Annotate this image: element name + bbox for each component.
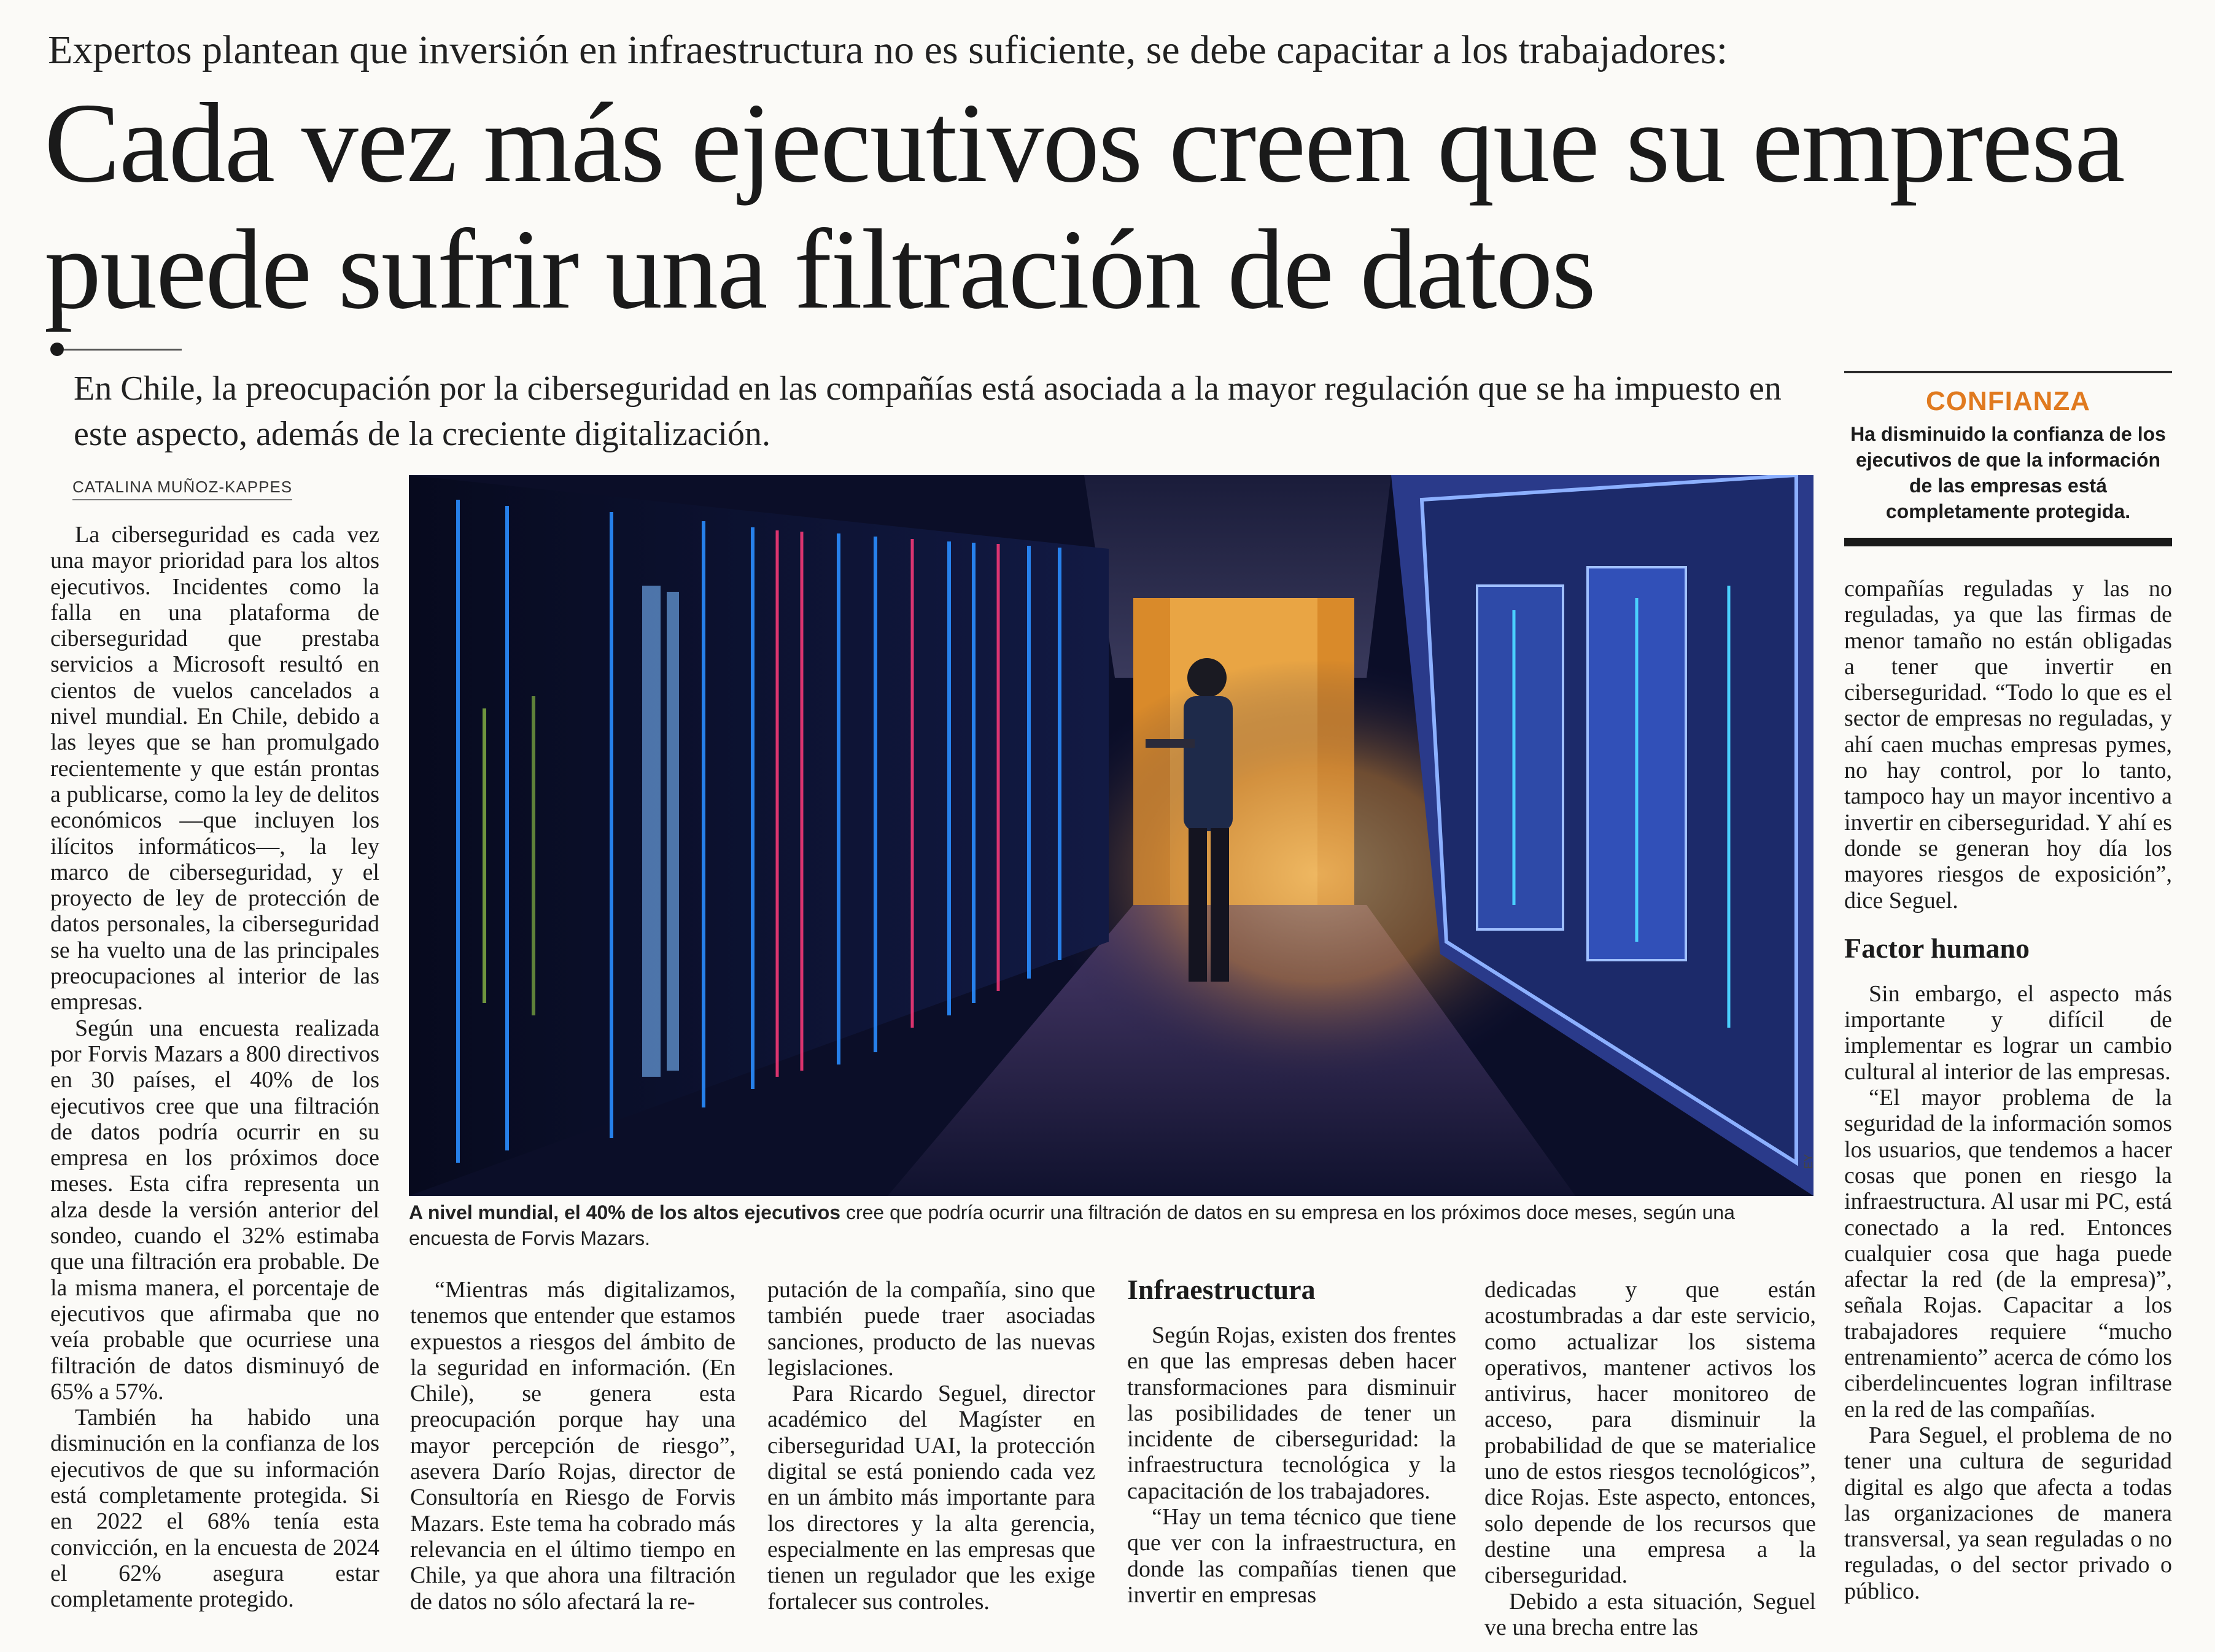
body-paragraph: La ciberseguridad es cada vez una mayor prioridad para los altos ejecutivos. Incidentes como la falla en una plataforma de ciberseguridad que prestaba servicios a Microsoft resultó en cientos de vuelos cancelados a nivel mundial. En Chile, debido a las leyes que se han promulgado recientemente y que están prontas a publicarse, como la ley de delitos económicos —que incluyen los ilícitos informáticos—, la ley marco de ciberseguridad, y el proyecto de ley de protección de datos personales, la ciberseguridad se ha vuelto una de las principales preocupaciones al interior de las empresas. xyxy=(50,522,379,1015)
body-paragraph: dedicadas y que están acostumbradas a dar este servicio, como actualizar los sistema operativos, mantener activos los antivirus, hacer monitoreo de acceso, para disminuir la probabilidad de que se materialice uno de estos riesgos tecnológicos”, dice Rojas. Este aspecto, entonces, solo depende de los recursos que destine una empresa a la ciberseguridad. xyxy=(1484,1277,1816,1589)
body-paragraph: putación de la compañía, sino que también puede traer asociadas sanciones, producto de las nuevas legislaciones. xyxy=(767,1277,1095,1381)
body-paragraph: Según Rojas, existen dos frentes en que las empresas deben hacer transformaciones para disminuir las posibilidades de tener un incidente de ciberseguridad: la infraestructura tecnológica y la capacitación de los trabajadores. xyxy=(1127,1322,1456,1504)
photo-caption-bold: A nivel mundial, el 40% de los altos ejecutivos xyxy=(409,1201,841,1223)
sidebar-label: CONFIANZA xyxy=(1925,386,2091,416)
deck-rule-line xyxy=(64,349,182,351)
body-paragraph: “El mayor problema de la seguridad de la información somos los usuarios, que tendemos a hacer cosas que ponen en riesgo la infraestructura. Al usar mi PC, está conectado a la red. Entonces cualquier cosa que haga puede afectar la red (de la empresa)”, señala Rojas. Capacitar a los trabajadores requiere “mucho entrenamiento” acerca de cómo los ciberdelincuentes logran infiltrase en la red de las compañías. xyxy=(1844,1085,2172,1422)
body-column-2 xyxy=(410,1277,735,1615)
deck-rule-dot xyxy=(50,343,64,356)
sidebar-text: Ha disminuido la confianza de los ejecutivos de que la información de las empresas está completamente protegida. xyxy=(1850,423,2166,522)
body-paragraph: “Hay un tema técnico que tiene que ver con la infraestructura, en donde las compañías tienen que invertir en empresas xyxy=(1127,1504,1456,1608)
headline: Cada vez más ejecutivos creen que su empresa puede sufrir una filtración de datos xyxy=(44,80,2124,333)
byline: CATALINA MUÑOZ-KAPPES xyxy=(72,478,292,500)
section-heading-factor-humano: Factor humano xyxy=(1844,932,2030,964)
section-heading-infraestructura: Infraestructura xyxy=(1127,1274,1316,1305)
photo-credit: EY xyxy=(1802,1154,1815,1169)
photo-caption xyxy=(409,1200,1815,1251)
body-paragraph: Para Ricardo Seguel, director académico del Magíster en ciberseguridad UAI, la protección digital se está poniendo cada vez en un ámbito más importante para los directores y la alta gerencia, especialmente en las empresas que tienen un regulador que les exige fortalecer sus controles. xyxy=(767,1381,1095,1615)
deck: En Chile, la preocupación por la ciberseguridad en las compañías está asociada a la mayor regulación que se ha impuesto en este aspecto, además de la creciente digitalización. xyxy=(74,370,1782,453)
body-paragraph: Según una encuesta realizada por Forvis Mazars a 800 directivos en 30 países, el 40% de los ejecutivos cree que una filtración de datos podría ocurrir en su empresa en los próximos doce meses. Esta cifra representa un alza desde la versión anterior del sondeo, cuando el 32% estimaba que una filtración era probable. De la misma manera, el porcentaje de ejecutivos que afirmaba que no veía probable que ocurriese una filtración de datos disminuyó de 65% a 57%. xyxy=(50,1015,379,1405)
photo-caption-text: cree que podría ocurrir una filtración de datos en su empresa en los próximos doce meses, según una encuesta de Forvis Mazars. xyxy=(409,1201,1735,1249)
body-column-1 xyxy=(50,522,379,1612)
body-paragraph: Sin embargo, el aspecto más importante y difícil de implementar es lograr un cambio cultural al interior de las empresas. xyxy=(1844,980,2172,1085)
kicker: Expertos plantean que inversión en infraestructura no es suficiente, se debe capacitar a los trabajadores: xyxy=(48,28,1728,72)
data-center-photo xyxy=(409,475,1814,1196)
body-paragraph: Debido a esta situación, Seguel ve una brecha entre las xyxy=(1484,1588,1816,1640)
body-paragraph: Para Seguel, el problema de no tener una cultura de seguridad digital es algo que afecta a todas las organizaciones de manera transversal, ya sean reguladas o no reguladas, o del sector privado o público. xyxy=(1844,1422,2172,1604)
sidebar-confianza xyxy=(1844,371,2172,546)
body-column-3 xyxy=(767,1277,1095,1615)
body-paragraph: “Mientras más digitalizamos, tenemos que entender que estamos expuestos a riesgos del ámbito de la seguridad en información. (En Chile), se genera esta preocupación porque hay una mayor percepción de riesgo”, asevera Darío Rojas, director de Consultoría en Riesgo de Forvis Mazars. Este tema ha cobrado más relevancia en el último tiempo en Chile, ya que ahora una filtración de datos no sólo afectará la re- xyxy=(410,1277,735,1615)
body-paragraph: También ha habido una disminución en la confianza de los ejecutivos de que su información está completamente protegida. Si en 2022 el 68% tenía esta convicción, en la encuesta de 2024 el 62% asegura estar completamente protegido. xyxy=(50,1405,379,1613)
body-column-5 xyxy=(1484,1277,1816,1640)
body-paragraph: compañías reguladas y las no reguladas, ya que las firmas de menor tamaño no están obligadas a tener que invertir en ciberseguridad. “Todo lo que es el sector de empresas no reguladas, y ahí caen muchas empresas pymes, no hay control, por lo tanto, tampoco hay un mayor incentivo a invertir en ciberseguridad. Y ahí es donde se generan hoy día los mayores riesgos de exposición”, dice Seguel. xyxy=(1844,576,2172,913)
body-column-6 xyxy=(1844,576,2172,1604)
body-column-4 xyxy=(1127,1271,1456,1608)
data-center-illustration xyxy=(409,475,1814,1196)
